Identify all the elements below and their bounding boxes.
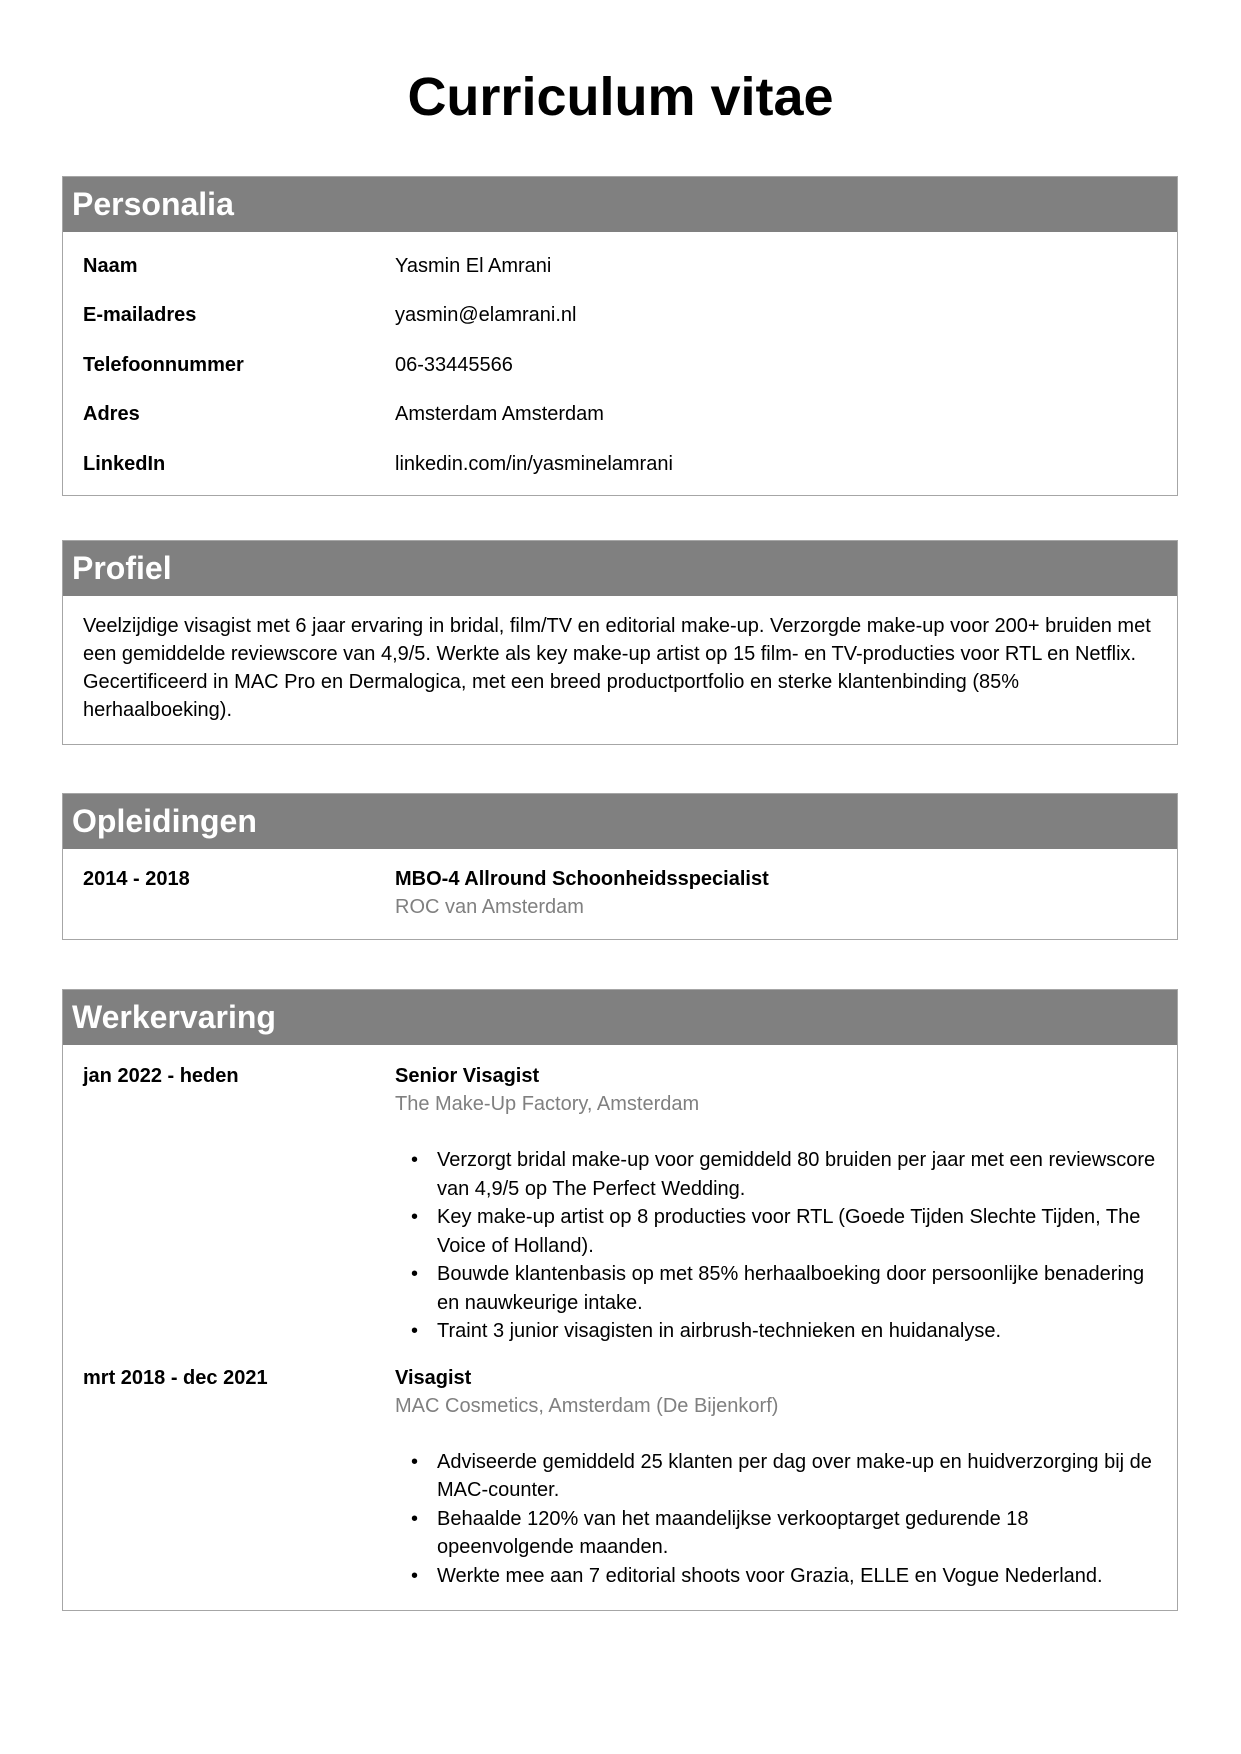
education-institution: ROC van Amsterdam [395, 896, 584, 918]
personalia-label: Adres [83, 403, 140, 426]
section-heading-werkervaring: Werkervaring [63, 990, 1177, 1045]
personalia-value: Amsterdam Amsterdam [395, 403, 604, 426]
page-title: Curriculum vitae [407, 67, 834, 127]
personalia-row-email [83, 291, 1157, 341]
personalia-label: Naam [83, 254, 138, 277]
personalia-label: E-mailadres [83, 304, 197, 327]
section-heading-opleidingen: Opleidingen [63, 794, 1177, 849]
personalia-value: linkedin.com/in/yasminelamrani [395, 452, 673, 475]
list-item: • Werkte mee aan 7 editorial shoots voor Grazia, ELLE en Vogue Nederland. [437, 1562, 1157, 1591]
personalia-row-address [83, 390, 1157, 440]
job-bullets [395, 1448, 1157, 1591]
personalia-label: Telefoonnummer [83, 353, 244, 376]
personalia-body [63, 232, 1177, 495]
section-werkervaring [62, 989, 1178, 1611]
job-bullets [395, 1146, 1157, 1346]
education-item [83, 865, 1157, 921]
job-item [83, 1062, 1157, 1346]
job-company: MAC Cosmetics, Amsterdam (De Bijenkorf) [395, 1394, 779, 1417]
list-item: • Adviseerde gemiddeld 25 klanten per dag over make-up en huidverzorging bij de MAC-counter. [437, 1448, 1157, 1505]
list-item: • Key make-up artist op 8 producties voor RTL (Goede Tijden Slechte Tijden, The Voice of Holland). [437, 1203, 1157, 1260]
section-heading-profiel: Profiel [63, 541, 1177, 596]
personalia-row-phone [83, 340, 1157, 390]
profiel-body [63, 596, 1177, 744]
job-period: mrt 2018 - dec 2021 [83, 1366, 268, 1389]
personalia-row-linkedin [83, 439, 1157, 489]
job-period: jan 2022 - heden [83, 1065, 239, 1087]
section-opleidingen [62, 793, 1178, 940]
personalia-value: 06-33445566 [395, 353, 513, 376]
personalia-value: Yasmin El Amrani [395, 254, 552, 277]
education-period: 2014 - 2018 [83, 868, 190, 890]
werkervaring-body [63, 1045, 1177, 1610]
opleidingen-body [63, 849, 1177, 939]
personalia-label: LinkedIn [83, 452, 166, 475]
list-item: • Bouwde klantenbasis op met 85% herhaalboeking door persoonlijke benadering en nauwkeurige intake. [437, 1260, 1157, 1317]
personalia-row-name [83, 241, 1157, 291]
education-title: MBO-4 Allround Schoonheidsspecialist [395, 868, 769, 890]
list-item: • Verzorgt bridal make-up voor gemiddeld 80 bruiden per jaar met een reviewscore van 4,9/5 op The Perfect Wedding. [437, 1146, 1157, 1203]
personalia-value: yasmin@elamrani.nl [395, 304, 577, 327]
job-item [83, 1364, 1157, 1591]
job-title: Senior Visagist [395, 1065, 540, 1087]
profile-text: Veelzijdige visagist met 6 jaar ervaring in bridal, film/TV en editorial make-up. Verzorgde make-up voor 200+ bruiden met een gemiddelde reviewscore van 4,9/5. Werkte als key make-up artist op 15 film- en TV-producties voor RTL en Netflix. Gecertificeerd in MAC Pro en Dermalogica, met een breed productportfolio en sterke klantenbinding (85% herhaalboeking). [83, 615, 1151, 721]
job-title: Visagist [395, 1366, 472, 1389]
section-personalia [62, 176, 1178, 496]
list-item: • Traint 3 junior visagisten in airbrush-technieken en huidanalyse. [437, 1317, 1157, 1346]
job-company: The Make-Up Factory, Amsterdam [395, 1093, 700, 1115]
list-item: • Behaalde 120% van het maandelijkse verkooptarget gedurende 18 opeenvolgende maanden. [437, 1505, 1157, 1562]
section-profiel [62, 540, 1178, 745]
section-heading-personalia: Personalia [63, 177, 1177, 232]
